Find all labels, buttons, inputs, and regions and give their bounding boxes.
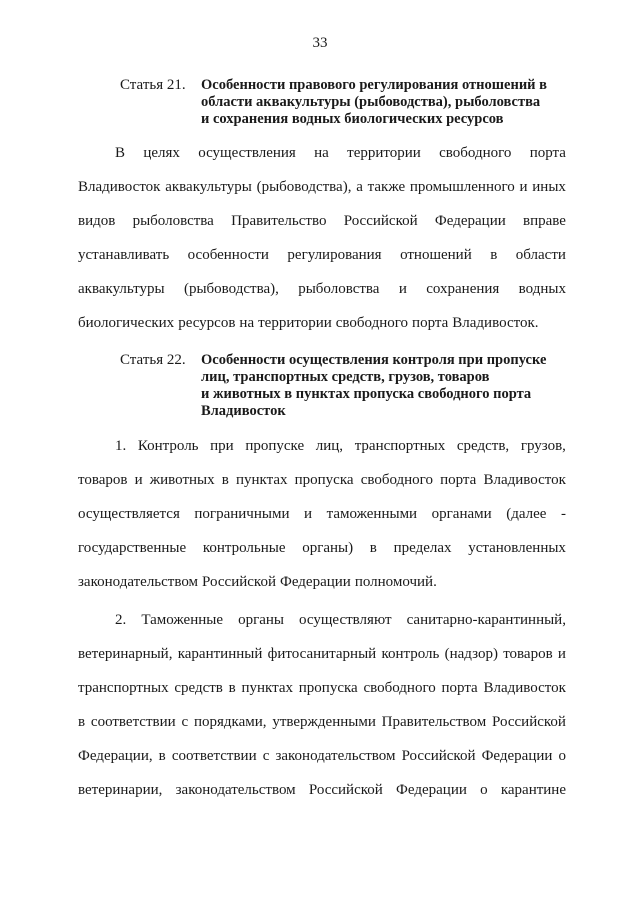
word: и [304, 506, 313, 522]
word: Федерации [279, 574, 351, 590]
word: порта [441, 680, 478, 696]
word: а [356, 179, 363, 195]
word: устанавливать [78, 247, 170, 263]
word: на [239, 315, 255, 331]
word: пунктах [235, 472, 288, 488]
article-22-paragraph-1 [78, 429, 566, 599]
paragraph-line [78, 429, 566, 463]
word: государственные [78, 540, 187, 556]
word: в [221, 472, 229, 488]
word: карантинный [177, 646, 263, 662]
word: в [228, 680, 236, 696]
word: свободного [363, 680, 436, 696]
word: 1. [115, 438, 127, 454]
word: законодательством [175, 782, 296, 798]
word: фитосанитарный [267, 646, 377, 662]
word: аквакультуры [78, 281, 165, 297]
word: порта [529, 145, 566, 161]
word: пунктах [241, 680, 294, 696]
article-21-title [201, 77, 581, 128]
word: порта [440, 472, 477, 488]
word: в [490, 247, 498, 263]
word: и [557, 646, 566, 662]
article-22-title-line: и животных в пунктах пропуска свободного порта [201, 386, 532, 402]
word: Российской [401, 748, 476, 764]
word: пограничными [194, 506, 290, 522]
paragraph-line [78, 603, 566, 637]
article-22-title [201, 352, 581, 420]
paragraph-line [78, 204, 566, 238]
word: пропуска [298, 680, 358, 696]
paragraph-line [78, 637, 566, 671]
word: Владивосток [78, 179, 161, 195]
article-22-title-line: Особенности осуществления контроля при пропуске [201, 352, 547, 368]
paragraph-line [78, 272, 566, 306]
word: соответствии [171, 748, 257, 764]
word: о [558, 748, 566, 764]
word: пропуска [294, 472, 354, 488]
word: санитарно-карантинный, [406, 612, 566, 628]
paragraph-line [78, 463, 566, 497]
word: средств [174, 680, 223, 696]
paragraph-line [78, 773, 566, 807]
word: установленных [468, 540, 566, 556]
word: (рыбоводства), [256, 179, 352, 195]
article-22-title-line: лиц, транспортных средств, грузов, товаров [201, 369, 490, 385]
word: животных [149, 472, 215, 488]
word: Российской [343, 213, 418, 229]
word: товаров [78, 472, 128, 488]
paragraph-line [78, 136, 566, 170]
word: о [480, 782, 488, 798]
word: ветеринарный, [78, 646, 173, 662]
word: (рыбоводства), [183, 281, 279, 297]
word: водных [518, 281, 566, 297]
article-21-paragraph [78, 136, 566, 340]
word: Федерации [396, 782, 467, 798]
word: лиц, [315, 438, 344, 454]
paragraph-line [78, 306, 566, 340]
article-22-title-line: Владивосток [201, 403, 286, 419]
word: в [369, 540, 377, 556]
word: средств, [456, 438, 510, 454]
word: ветеринарии, [78, 782, 163, 798]
paragraph-line [78, 531, 566, 565]
word: в [158, 748, 166, 764]
word: Российской [308, 782, 383, 798]
article-21-title-line: Особенности правового регулирования отношений в [201, 77, 547, 93]
word: свободного [439, 145, 512, 161]
word: регулирования [287, 247, 382, 263]
word: Владивосток [483, 472, 566, 488]
paragraph-line [78, 739, 566, 773]
word: товаров [503, 646, 553, 662]
word: вправе [523, 213, 566, 229]
word: Российской [492, 714, 566, 730]
word: пропуске [245, 438, 305, 454]
paragraph-line [78, 238, 566, 272]
word: Российской [202, 574, 276, 590]
word: осуществляется [78, 506, 180, 522]
word: Федерации [481, 748, 553, 764]
word: транспортных [354, 438, 446, 454]
word: свободного [335, 315, 409, 331]
paragraph-line [78, 565, 566, 599]
word: В [115, 145, 126, 161]
word: Федерации, [78, 748, 153, 764]
word: грузов, [520, 438, 566, 454]
word: на [314, 145, 329, 161]
word: Таможенные [141, 612, 223, 628]
word: (далее [506, 506, 547, 522]
word: порта [412, 315, 449, 331]
word: в [78, 714, 86, 730]
word: Владивосток [483, 680, 566, 696]
word: и [398, 281, 407, 297]
word: Федерации [434, 213, 506, 229]
word: свободного [360, 472, 433, 488]
word: целях [143, 145, 180, 161]
word: Контроль [137, 438, 199, 454]
word: законодательством [275, 748, 396, 764]
word: области [515, 247, 566, 263]
word: иных [532, 179, 566, 195]
word: транспортных [78, 680, 169, 696]
word: законодательством [78, 574, 199, 590]
page-number: 33 [312, 35, 328, 51]
word: биологических [78, 315, 175, 331]
word: органы [238, 612, 284, 628]
word: контрольные [202, 540, 286, 556]
word: (надзор) [444, 646, 498, 662]
word: таможенными [326, 506, 418, 522]
word: рыболовства [298, 281, 380, 297]
word: - [560, 506, 566, 522]
word: аквакультуры [165, 179, 252, 195]
word: контроль [381, 646, 440, 662]
word: промышленного [409, 179, 515, 195]
paragraph-line [78, 170, 566, 204]
article-21-title-line: области аквакультуры (рыбоводства), рыболовства [201, 94, 541, 110]
word: полномочий. [354, 574, 437, 590]
word: и [134, 472, 143, 488]
word: соответствии [90, 714, 176, 730]
word: органами [431, 506, 492, 522]
word: органы) [302, 540, 354, 556]
article-22-paragraph-2 [78, 603, 566, 807]
word: карантине [500, 782, 566, 798]
word: с [181, 714, 189, 730]
word: осуществляют [299, 612, 392, 628]
paragraph-line [78, 497, 566, 531]
word: Правительством [381, 714, 487, 730]
word: порядками, [193, 714, 267, 730]
article-22-label: Статья 22. [120, 352, 186, 368]
paragraph-line [78, 671, 566, 705]
word: осуществления [198, 145, 296, 161]
article-21-label: Статья 21. [120, 77, 186, 93]
word: Владивосток. [452, 315, 539, 331]
word: Правительство [231, 213, 327, 229]
article-21-title-line: и сохранения водных биологических ресурсов [201, 111, 504, 127]
word: отношений [400, 247, 472, 263]
word: с [262, 748, 270, 764]
paragraph-line [78, 705, 566, 739]
word: видов [78, 213, 116, 229]
word: рыболовства [132, 213, 214, 229]
word: территории [347, 145, 421, 161]
word: утвержденными [272, 714, 376, 730]
word: сохранения [426, 281, 500, 297]
word: ресурсов [178, 315, 236, 331]
word: пределах [393, 540, 452, 556]
word: 2. [115, 612, 127, 628]
word: при [210, 438, 234, 454]
word: и [519, 179, 528, 195]
word: особенности [187, 247, 269, 263]
word: также [367, 179, 406, 195]
word: территории [258, 315, 332, 331]
